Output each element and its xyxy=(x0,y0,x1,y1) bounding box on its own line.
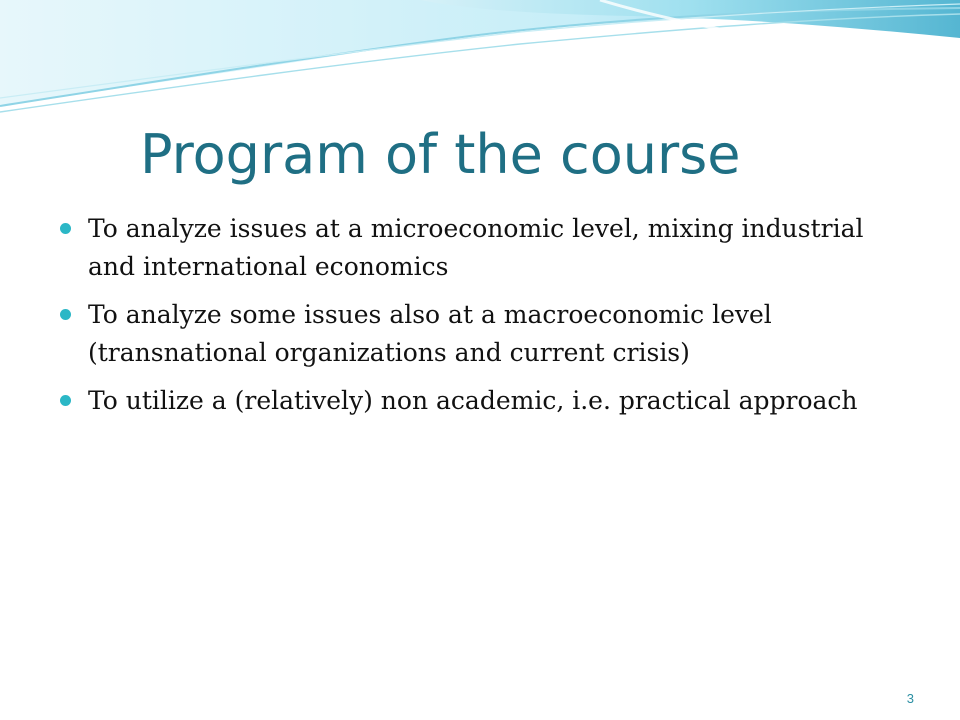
bullet-dot-icon xyxy=(60,395,71,406)
page-number: 3 xyxy=(906,691,914,706)
bullet-text-3: To utilize a (relatively) non academic, i.e. practical approach xyxy=(88,386,858,415)
bullet-item-3 xyxy=(60,382,910,420)
slide-title: Program of the course xyxy=(140,123,741,186)
bullet-dot-icon xyxy=(60,223,71,234)
bullet-dot-icon xyxy=(60,309,71,320)
bullet-item-2 xyxy=(60,296,910,372)
bullet-text-1: To analyze issues at a microeconomic level, mixing industrial and international economics xyxy=(88,214,864,281)
bullet-text-2: To analyze some issues also at a macroeconomic level (transnational organizations and current crisis) xyxy=(88,300,772,367)
bullet-item-1 xyxy=(60,210,910,286)
bullet-list xyxy=(60,210,910,430)
